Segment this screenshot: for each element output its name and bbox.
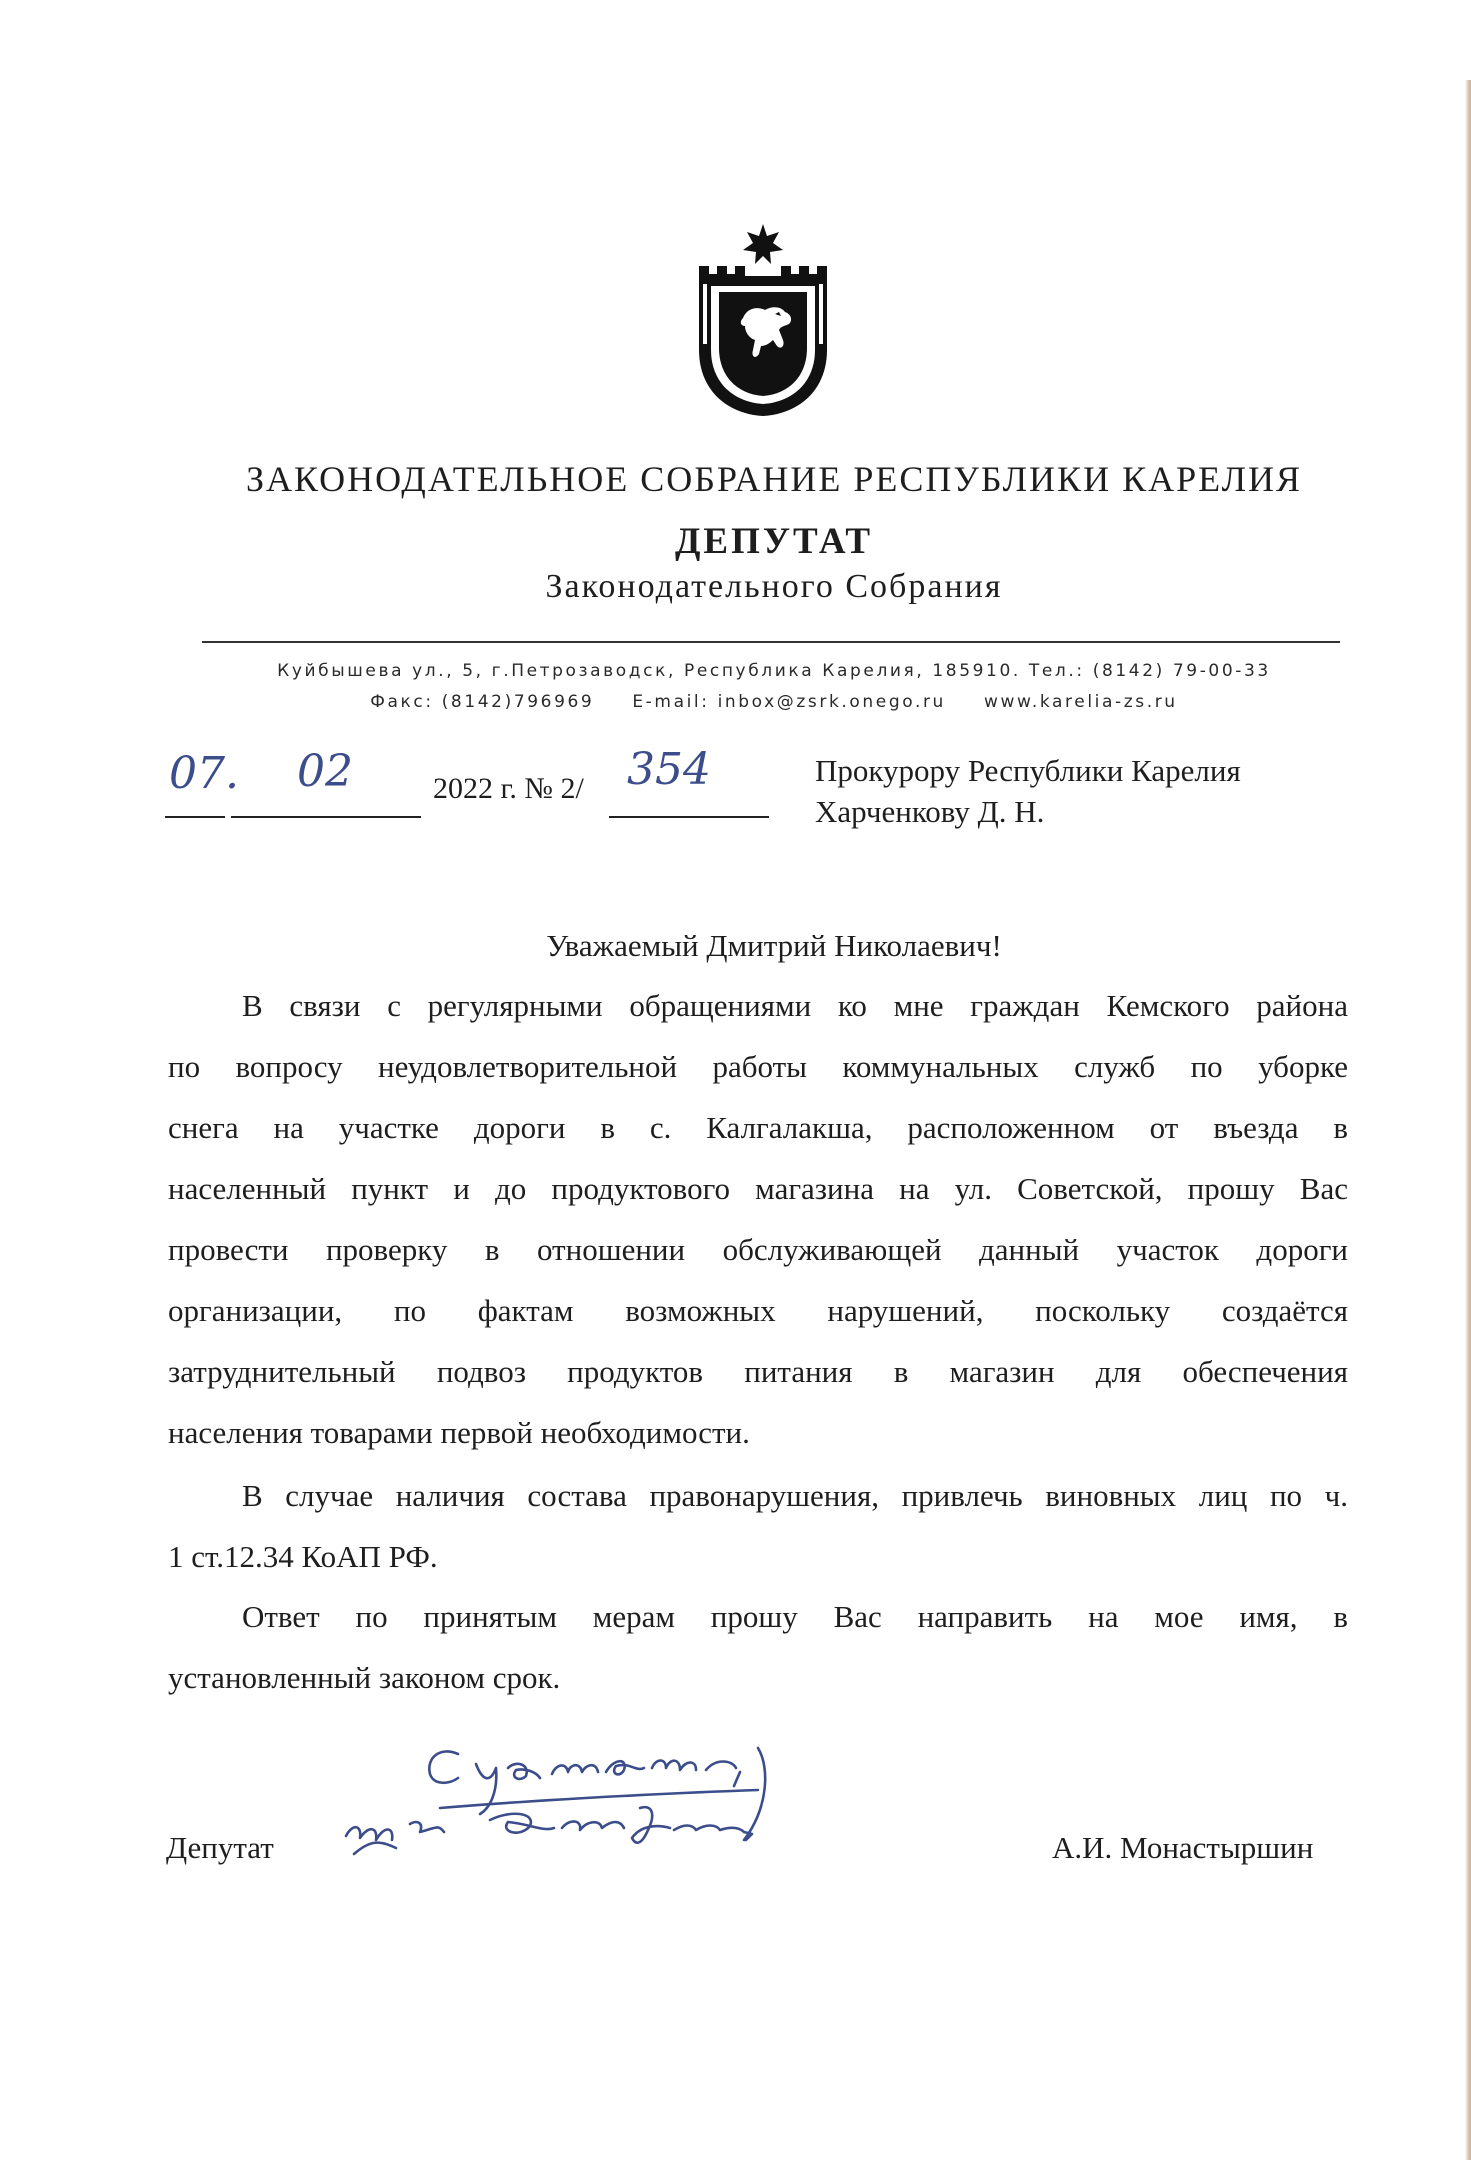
contact-address: Куйбышева ул., 5, г.Петрозаводск, Республика Карелия, 185910. Тел.: (8142) 79-00-33	[277, 661, 1271, 681]
date-day-line	[165, 816, 225, 818]
paragraph-line: установленный законом срок.	[168, 1660, 561, 1695]
paragraph-line: снега на участке дороги в с. Калгалакша, расположенном от въезда в	[168, 1110, 1348, 1145]
paragraph-line: В случае наличия состава правонарушения, привлечь виновных лиц по ч.	[242, 1478, 1348, 1513]
number-line	[609, 816, 769, 818]
paragraph-line: организации, по фактам возможных нарушений, поскольку создаётся	[168, 1293, 1348, 1328]
paragraph-line: Ответ по принятым мерам прошу Вас направить на мое имя, в	[242, 1599, 1348, 1634]
contact-details	[0, 692, 1471, 712]
header-divider	[202, 641, 1340, 643]
body-paragraph-3	[168, 1586, 1348, 1708]
date-printed: 2022 г. № 2/	[433, 772, 584, 805]
salutation: Уважаемый Дмитрий Николаевич!	[546, 928, 1002, 963]
contact-email: E-mail: inbox@zsrk.onego.ru	[632, 692, 946, 712]
addressee-line-1: Прокурору Республики Карелия	[815, 753, 1241, 788]
page-edge-shadow	[1465, 80, 1471, 2160]
document-subtitle: Законодательного Собрания	[545, 568, 1003, 605]
date-month-line	[231, 816, 421, 818]
contact-fax: Факс: (8142)796969	[370, 692, 595, 712]
document-title: ДЕПУТАТ	[674, 521, 874, 562]
contact-website: www.karelia-zs.ru	[983, 692, 1178, 712]
paragraph-line: по вопросу неудовлетворительной работы коммунальных служб по уборке	[168, 1049, 1348, 1084]
body-paragraph-1	[168, 975, 1348, 1463]
date-day-handwritten: 07.	[169, 748, 239, 799]
number-handwritten: 354	[627, 744, 711, 795]
handwritten-signature	[340, 1728, 1070, 1898]
karelia-coat-of-arms-icon	[695, 222, 831, 418]
addressee	[815, 750, 1241, 832]
paragraph-line: населения товарами первой необходимости.	[168, 1415, 750, 1450]
signatory-name: А.И. Монастыршин	[1052, 1830, 1314, 1865]
addressee-line-2: Харченкову Д. Н.	[815, 794, 1045, 829]
body-paragraph-2	[168, 1465, 1348, 1587]
signatory-role: Депутат	[166, 1830, 274, 1865]
paragraph-line: провести проверку в отношении обслуживающей данный участок дороги	[168, 1232, 1348, 1267]
paragraph-line: 1 ст.12.34 КоАП РФ.	[168, 1539, 438, 1574]
date-month-handwritten: 02	[297, 746, 353, 797]
organization-title: ЗАКОНОДАТЕЛЬНОЕ СОБРАНИЕ РЕСПУБЛИКИ КАРЕЛИЯ	[245, 459, 1303, 499]
paragraph-line: населенный пункт и до продуктового магазина на ул. Советской, прошу Вас	[168, 1171, 1348, 1206]
paragraph-line: В связи с регулярными обращениями ко мне граждан Кемского района	[242, 988, 1348, 1023]
registration-date-block	[165, 744, 775, 822]
paragraph-line: затруднительный подвоз продуктов питания в магазин для обеспечения	[168, 1354, 1348, 1389]
